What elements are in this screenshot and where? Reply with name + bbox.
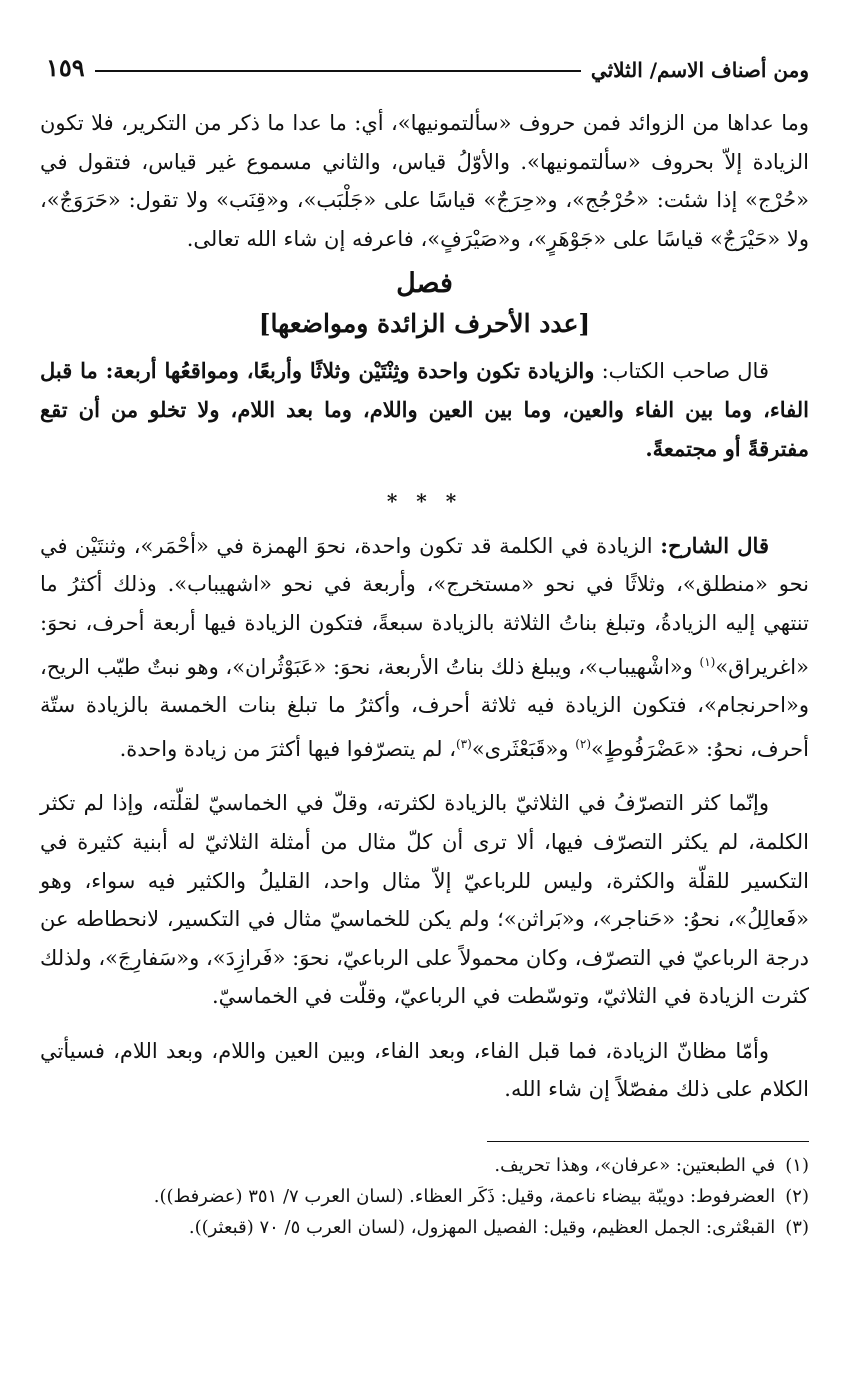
footnote-number: (٢) bbox=[785, 1186, 809, 1208]
footnotes bbox=[40, 1141, 809, 1243]
separator-stars: * * * bbox=[386, 489, 463, 514]
footnote-item bbox=[40, 1212, 809, 1243]
author-quote-bold: والزيادة تكون واحدة وثِنْتَيْن وثلاثًا وأربعًا، ومواقعُها أربعة: ما قبل الفاء، وما بين الفاء والعين، وما بين العين واللام، وما بعد اللام، ولا تخلو من أن تقع مفترقةً أو مجتمعةً. bbox=[40, 358, 809, 461]
footnote-rule bbox=[487, 1141, 809, 1142]
paragraph-2: وإنّما كثر التصرّفُ في الثلاثيّ بالزيادة لكثرته، وقلّ في الخماسيّ لقلّته، وإذا لم تكثر الكلمة، لم يكثر التصرّف فيها، ألا ترى أن كلّ مثال من أمثلة الثلاثيّ له أبنية كثيرة في التكسير للقلّة والكثرة، وليس للرباعيّ إلاّ مثال واحد، القليلُ والكثير فيه سواء، وهو «فَعالِلُ»، نحوُ: «حَناجر»، و«بَراثن»؛ ولم يكن للخماسيّ مثال في التكسير، لانحطاطه عن درجة الرباعيّ في التصرّف، وكان محمولاً على الرباعيّ، نحوَ: «فَرازِدَ»، و«سَفارِجَ»، ولذلك كثرت الزيادة في الثلاثيّ، وتوسّطت في الرباعيّ، وقلّت في الخماسيّ. bbox=[40, 791, 809, 1009]
section-title: فصل bbox=[396, 268, 453, 300]
page-number: ١٥٩ bbox=[46, 53, 85, 82]
running-title: ومن أصناف الاسم/ الثلاثي bbox=[590, 58, 809, 82]
footnote-item bbox=[40, 1181, 809, 1212]
footnote-number: (١) bbox=[785, 1155, 809, 1177]
header-rule bbox=[95, 70, 581, 72]
footnote-text: القبعْثرى: الجمل العظيم، وقيل: الفصيل المهزول، (لسان العرب ٥/ ٧٠ (قبعثر)). bbox=[188, 1217, 776, 1239]
footnote-item bbox=[40, 1150, 809, 1181]
author-quote bbox=[40, 352, 809, 468]
footnote-ref-2: (٢) bbox=[575, 736, 592, 751]
paragraph-3: وأمّا مظانّ الزيادة، فما قبل الفاء، وبعد الفاء، وبين العين واللام، وبعد اللام، فسيأتي الكلام على ذلك مفصّلاً إن شاء الله. bbox=[40, 1038, 809, 1102]
footnote-number: (٣) bbox=[785, 1217, 809, 1239]
commentary-text-d: ، لم يتصرّفوا فيها أكثرَ من زيادة واحدة. bbox=[119, 736, 456, 761]
footnote-text: في الطبعتين: «عرفان»، وهذا تحريف. bbox=[494, 1155, 776, 1177]
commentary-text-c: و«قَبَعْثَرى» bbox=[471, 736, 576, 761]
footnote-ref-3: (٣) bbox=[455, 736, 472, 751]
footnote-text: العضرفوط: دويبّة بيضاء ناعمة، وقيل: ذَكَر العظاء. (لسان العرب ٧/ ٣٥١ (عضرفط)). bbox=[153, 1186, 776, 1208]
footnote-ref-1: (١) bbox=[699, 654, 716, 669]
page-header bbox=[40, 36, 809, 82]
commentary-paragraph bbox=[40, 527, 809, 769]
section-subtitle: [عدد الأحرف الزائدة ومواضعها] bbox=[258, 309, 591, 339]
commentary-text-a: الزيادة في الكلمة قد تكون واحدة، نحوَ الهمزة في «أحْمَر»، وثنتَيْن في نحو «منطلق»، وثلاثًا في نحو «مستخرج»، وأربعة في نحو «اشهيباب». وذلك أكثرُ ما تنتهي إليه الزيادةُ، وتبلغ بناتُ الثلاثة بالزيادة سبعةً، فتكون الزيادة فيها أربعة أحرف، نحوَ: «اغريراق» bbox=[40, 533, 809, 679]
main-text bbox=[40, 104, 809, 1109]
commentary-text-b: و«اشْهيباب»، ويبلغ ذلك بناتُ الأربعة، نحوَ: «عَبَوْثُران»، وهو نبتٌ طيّب الريح، و«احرنجام»، فتكون الزيادة فيه ثلاثة أحرف، وأكثرُ ما تبلغ بنات الخمسة بالزيادة ستّة أحرف، نحوُ: «عَضْرَفُوطٍ» bbox=[40, 654, 809, 761]
author-intro: قال صاحب الكتاب: bbox=[594, 359, 769, 384]
commentary-label: قال الشارح: bbox=[660, 532, 769, 558]
intro-paragraph: وما عداها من الزوائد فمن حروف «سألتمونيها»، أي: ما عدا ما ذكر من التكرير، فلا تكون الزيادة إلاّ بحروف «سألتمونيها». والأوّلُ قياس، والثاني مسموع غير قياس، فتقول في «حُرْج» إذا شئت: «حُرْجُج»، و«حِرَجٌ» قياسًا على «جَلْبَب»، و«قِنَب» ولا تقول: «حَرَوَجٌ»، ولا «حَيْرَجٌ» قياسًا على «جَوْهَرٍ»، و«صَيْرَفٍ»، فاعرفه إن شاء الله تعالى. bbox=[40, 111, 809, 251]
